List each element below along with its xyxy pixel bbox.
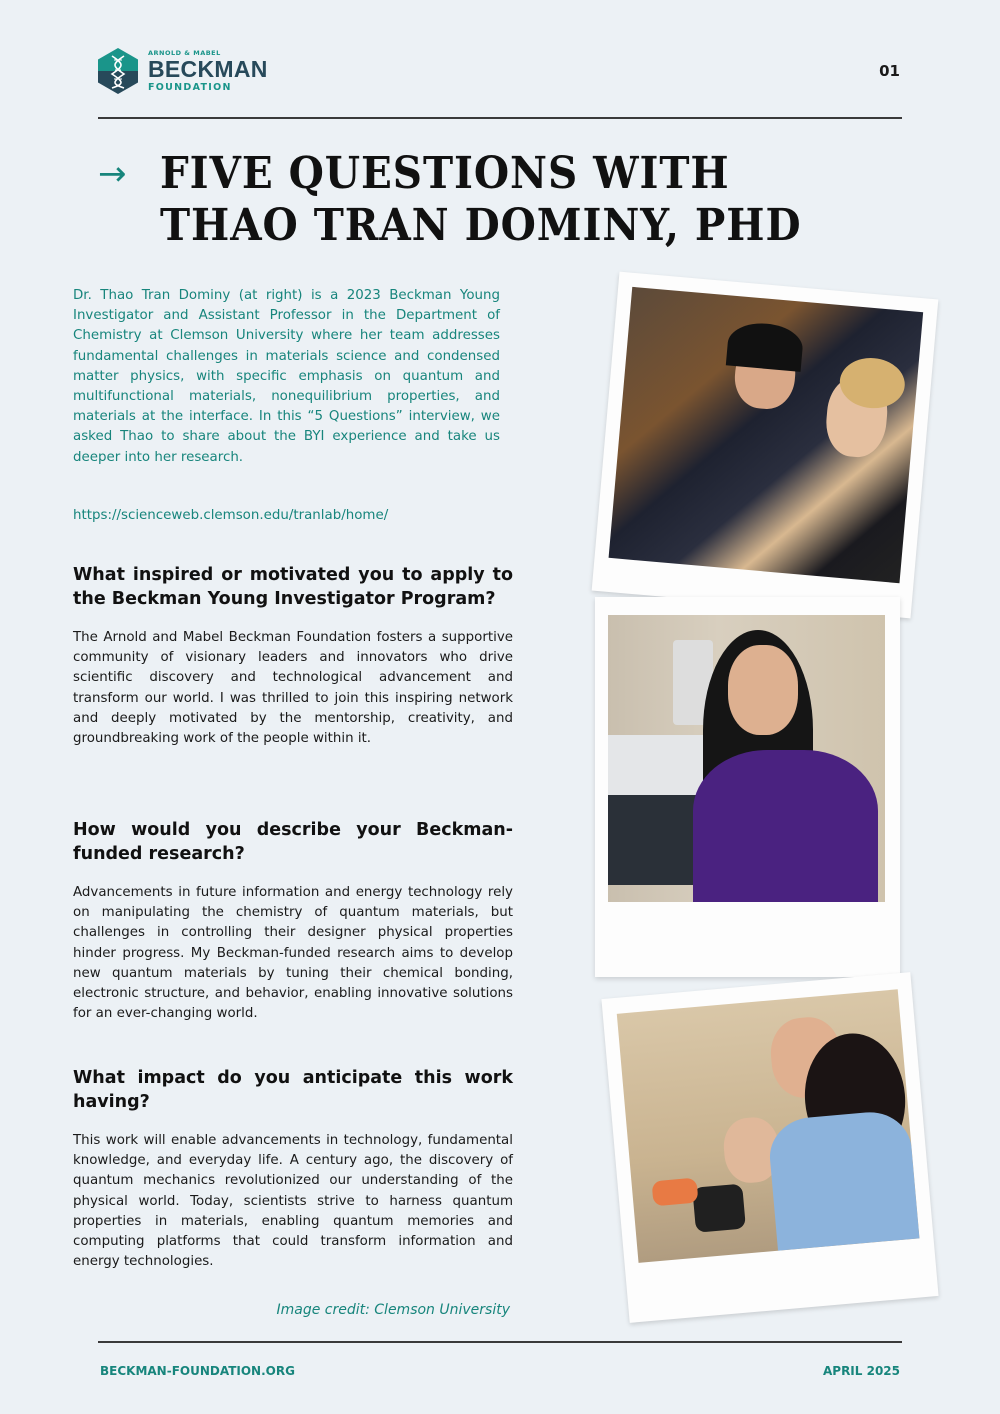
lab-instrument-base bbox=[608, 795, 703, 885]
question: What impact do you anticipate this work having? bbox=[73, 1068, 513, 1112]
dna-hexagon-icon bbox=[98, 48, 138, 94]
arrow-right-icon: → bbox=[98, 154, 127, 194]
beckman-logo bbox=[98, 48, 268, 94]
logo-bottom-line: FOUNDATION bbox=[148, 81, 232, 93]
photo-microscope bbox=[617, 989, 920, 1263]
person-hair bbox=[726, 320, 805, 371]
question: How would you describe your Beckman-funded research? bbox=[73, 820, 513, 864]
lab-instrument bbox=[608, 735, 703, 795]
purple-blouse bbox=[693, 750, 878, 902]
footer-date: APRIL 2025 bbox=[822, 1364, 900, 1378]
qa-section-1 bbox=[73, 563, 513, 749]
photo-frame-3 bbox=[601, 972, 938, 1323]
qa-section-3 bbox=[73, 1066, 513, 1272]
photo-portrait bbox=[608, 615, 885, 902]
footer-divider bbox=[98, 1341, 902, 1343]
logo-top-line: ARNOLD & MABEL bbox=[148, 49, 221, 57]
answer: This work will enable advancements in technology, fundamental knowledge, and everyday life. A century ago, the discovery of quantum mechanics revolutionized our understanding of the physical world. Today, scientists strive to harness quantum properties in materials, enabling quantum memories and computing platforms that could transform information and energy technologies. bbox=[73, 1133, 513, 1270]
answer: The Arnold and Mabel Beckman Foundation fosters a supportive community of visionary leaders and innovators who drive scientific discovery and technological advancement and transform our world. I was thrilled to join this inspiring network and deeply motivated by the mentorship, creativity, and groundbreaking work of the people within it. bbox=[73, 630, 513, 747]
photo-frame-1 bbox=[592, 272, 939, 619]
microscope bbox=[692, 1184, 746, 1233]
title-line-1: FIVE QUESTIONS WITH bbox=[160, 148, 730, 199]
image-credit: Image credit: Clemson University bbox=[276, 1302, 510, 1318]
answer: Advancements in future information and energy technology rely on manipulating the chemistry of quantum materials, but challenges in controlling their designer physical properties hinder progress. My Beckman-funded research aims to develop new quantum materials by tuning their chemical bonding, electronic structure, and behavior, enabling innovative solutions for an ever-changing world. bbox=[73, 885, 513, 1022]
page-number: 01 bbox=[879, 62, 900, 80]
intro-paragraph: Dr. Thao Tran Dominy (at right) is a 2023 Beckman Young Investigator and Assistant Professor in the Department of Chemistry at Clemson University where her team addresses fundamental challenges in materials science and condensed matter physics, with specific emphasis on quantum and multifunctional materials, nonequilibrium properties, and materials at the interface. In this “5 Questions” interview, we asked Thao to share about the BYI experience and take us deeper into her research. bbox=[73, 288, 500, 465]
lab-website-link[interactable]: https://scienceweb.clemson.edu/tranlab/home/ bbox=[73, 508, 389, 523]
question: What inspired or motivated you to apply to the Beckman Young Investigator Program? bbox=[73, 565, 513, 609]
person-face bbox=[728, 645, 798, 735]
title-line-2: THAO TRAN DOMINY, PHD bbox=[160, 200, 802, 251]
header-divider bbox=[98, 117, 902, 119]
qa-section-2 bbox=[73, 818, 513, 1024]
page-title bbox=[98, 148, 857, 252]
logo-main-text: BECKMAN bbox=[148, 55, 268, 82]
lab-coat bbox=[767, 1109, 920, 1251]
photo-frame-2 bbox=[595, 597, 900, 977]
photo-lab-desk bbox=[609, 287, 924, 583]
orange-glove bbox=[652, 1178, 699, 1207]
footer-website-link[interactable]: BECKMAN-FOUNDATION.ORG bbox=[100, 1364, 295, 1378]
